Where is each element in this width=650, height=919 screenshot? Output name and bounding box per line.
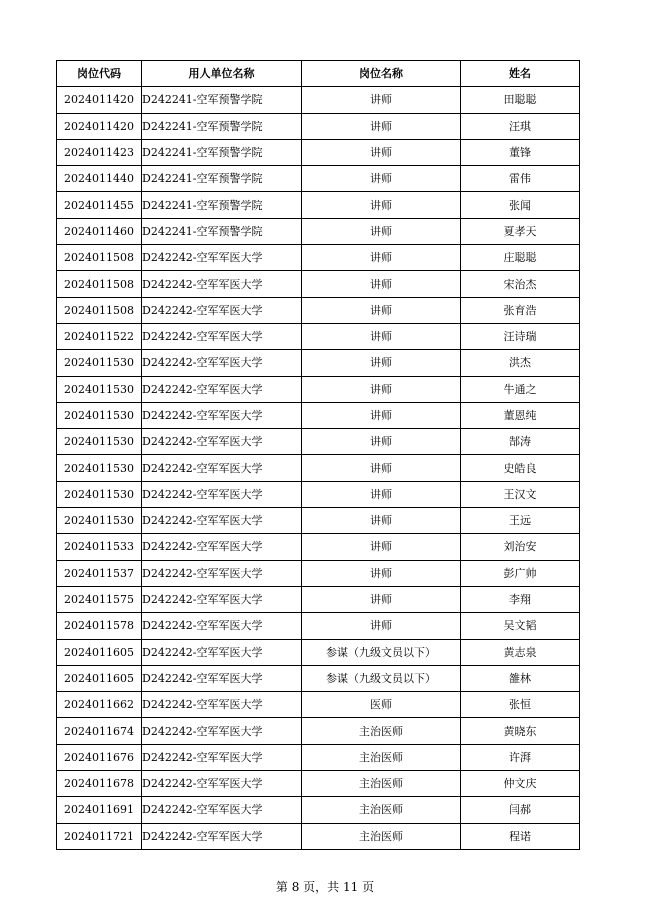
cell-post-name: 讲师	[302, 402, 461, 428]
cell-post-code: 2024011605	[57, 639, 142, 665]
cell-employer-name: D242241-空军预警学院	[142, 166, 302, 192]
table-row	[57, 613, 580, 639]
cell-post-name: 讲师	[302, 166, 461, 192]
cell-person-name: 许湃	[461, 744, 580, 770]
table-row	[57, 297, 580, 323]
table-row	[57, 192, 580, 218]
cell-person-name: 闫郝	[461, 797, 580, 823]
cell-employer-name: D242242-空军军医大学	[142, 692, 302, 718]
cell-post-name: 讲师	[302, 271, 461, 297]
cell-post-name: 讲师	[302, 429, 461, 455]
table-row	[57, 271, 580, 297]
cell-post-name: 讲师	[302, 139, 461, 165]
table-row	[57, 639, 580, 665]
table-row	[57, 429, 580, 455]
table-row	[57, 166, 580, 192]
cell-employer-name: D242242-空军军医大学	[142, 402, 302, 428]
cell-post-name: 讲师	[302, 297, 461, 323]
cell-post-name: 讲师	[302, 350, 461, 376]
table-row	[57, 534, 580, 560]
cell-person-name: 董锋	[461, 139, 580, 165]
cell-post-name: 讲师	[302, 376, 461, 402]
cell-post-name: 参谋（九级文员以下）	[302, 639, 461, 665]
cell-employer-name: D242241-空军预警学院	[142, 192, 302, 218]
cell-post-name: 主治医师	[302, 797, 461, 823]
cell-post-code: 2024011530	[57, 376, 142, 402]
table-row	[57, 455, 580, 481]
cell-post-name: 讲师	[302, 508, 461, 534]
cell-person-name: 董恩纯	[461, 402, 580, 428]
cell-post-name: 讲师	[302, 87, 461, 113]
table-row	[57, 113, 580, 139]
cell-post-code: 2024011530	[57, 508, 142, 534]
cell-person-name: 黄晓东	[461, 718, 580, 744]
cell-employer-name: D242242-空军军医大学	[142, 718, 302, 744]
cell-employer-name: D242242-空军军医大学	[142, 771, 302, 797]
cell-employer-name: D242242-空军军医大学	[142, 508, 302, 534]
header-post-code: 岗位代码	[57, 61, 142, 87]
cell-post-code: 2024011537	[57, 560, 142, 586]
table-row	[57, 665, 580, 691]
table-row	[57, 323, 580, 349]
cell-post-code: 2024011522	[57, 323, 142, 349]
cell-post-name: 讲师	[302, 534, 461, 560]
header-employer-name: 用人单位名称	[142, 61, 302, 87]
cell-employer-name: D242242-空军军医大学	[142, 665, 302, 691]
cell-employer-name: D242242-空军军医大学	[142, 481, 302, 507]
cell-person-name: 田聪聪	[461, 87, 580, 113]
cell-post-code: 2024011460	[57, 218, 142, 244]
header-post-name: 岗位名称	[302, 61, 461, 87]
cell-employer-name: D242242-空军军医大学	[142, 350, 302, 376]
cell-person-name: 庄聪聪	[461, 245, 580, 271]
cell-post-code: 2024011420	[57, 113, 142, 139]
cell-employer-name: D242242-空军军医大学	[142, 245, 302, 271]
cell-post-code: 2024011423	[57, 139, 142, 165]
cell-person-name: 洪杰	[461, 350, 580, 376]
cell-person-name: 史皓良	[461, 455, 580, 481]
cell-employer-name: D242241-空军预警学院	[142, 139, 302, 165]
cell-employer-name: D242242-空军军医大学	[142, 586, 302, 612]
cell-person-name: 宋治杰	[461, 271, 580, 297]
table-row	[57, 245, 580, 271]
table-row	[57, 139, 580, 165]
cell-person-name: 汪诗瑞	[461, 323, 580, 349]
cell-person-name: 刘治安	[461, 534, 580, 560]
cell-employer-name: D242242-空军军医大学	[142, 297, 302, 323]
cell-post-name: 讲师	[302, 323, 461, 349]
cell-post-name: 参谋（九级文员以下）	[302, 665, 461, 691]
cell-post-code: 2024011605	[57, 665, 142, 691]
roster-table	[56, 60, 580, 850]
cell-post-code: 2024011508	[57, 297, 142, 323]
cell-post-name: 医师	[302, 692, 461, 718]
cell-person-name: 牛通之	[461, 376, 580, 402]
cell-employer-name: D242242-空军军医大学	[142, 534, 302, 560]
table-row	[57, 797, 580, 823]
cell-employer-name: D242242-空军军医大学	[142, 455, 302, 481]
cell-person-name: 张闻	[461, 192, 580, 218]
cell-person-name: 雒林	[461, 665, 580, 691]
cell-person-name: 仲文庆	[461, 771, 580, 797]
table-row	[57, 823, 580, 849]
cell-person-name: 郜涛	[461, 429, 580, 455]
cell-employer-name: D242242-空军军医大学	[142, 797, 302, 823]
cell-person-name: 彭广帅	[461, 560, 580, 586]
cell-post-code: 2024011530	[57, 402, 142, 428]
table-row	[57, 744, 580, 770]
table-row	[57, 771, 580, 797]
cell-post-code: 2024011721	[57, 823, 142, 849]
cell-person-name: 张恒	[461, 692, 580, 718]
cell-post-code: 2024011508	[57, 271, 142, 297]
cell-person-name: 黄志泉	[461, 639, 580, 665]
cell-employer-name: D242242-空军军医大学	[142, 376, 302, 402]
cell-post-code: 2024011530	[57, 350, 142, 376]
table-row	[57, 402, 580, 428]
cell-post-code: 2024011678	[57, 771, 142, 797]
cell-post-name: 主治医师	[302, 771, 461, 797]
cell-post-code: 2024011530	[57, 429, 142, 455]
cell-employer-name: D242241-空军预警学院	[142, 87, 302, 113]
cell-employer-name: D242242-空军军医大学	[142, 323, 302, 349]
table-row	[57, 376, 580, 402]
cell-post-code: 2024011578	[57, 613, 142, 639]
cell-employer-name: D242242-空军军医大学	[142, 560, 302, 586]
cell-post-name: 讲师	[302, 113, 461, 139]
cell-post-code: 2024011420	[57, 87, 142, 113]
page-footer: 第 8 页，共 11 页	[275, 880, 375, 894]
cell-post-name: 讲师	[302, 245, 461, 271]
header-person-name: 姓名	[461, 61, 580, 87]
cell-post-name: 讲师	[302, 560, 461, 586]
cell-post-name: 讲师	[302, 586, 461, 612]
cell-post-name: 讲师	[302, 481, 461, 507]
cell-employer-name: D242242-空军军医大学	[142, 429, 302, 455]
cell-person-name: 雷伟	[461, 166, 580, 192]
table-row	[57, 350, 580, 376]
cell-post-name: 讲师	[302, 613, 461, 639]
cell-person-name: 汪琪	[461, 113, 580, 139]
cell-post-code: 2024011508	[57, 245, 142, 271]
cell-post-code: 2024011575	[57, 586, 142, 612]
cell-person-name: 夏孝天	[461, 218, 580, 244]
cell-person-name: 吴文韬	[461, 613, 580, 639]
cell-post-code: 2024011676	[57, 744, 142, 770]
cell-employer-name: D242242-空军军医大学	[142, 613, 302, 639]
cell-post-code: 2024011662	[57, 692, 142, 718]
table-row	[57, 692, 580, 718]
cell-employer-name: D242242-空军军医大学	[142, 744, 302, 770]
cell-post-name: 讲师	[302, 218, 461, 244]
cell-person-name: 程诺	[461, 823, 580, 849]
table-row	[57, 586, 580, 612]
header-row	[57, 61, 580, 87]
cell-employer-name: D242242-空军军医大学	[142, 271, 302, 297]
cell-post-code: 2024011440	[57, 166, 142, 192]
cell-post-code: 2024011530	[57, 481, 142, 507]
table-row	[57, 481, 580, 507]
cell-employer-name: D242242-空军军医大学	[142, 823, 302, 849]
table-row	[57, 718, 580, 744]
cell-post-name: 主治医师	[302, 744, 461, 770]
cell-post-code: 2024011674	[57, 718, 142, 744]
table-row	[57, 218, 580, 244]
cell-employer-name: D242241-空军预警学院	[142, 113, 302, 139]
table-row	[57, 508, 580, 534]
cell-post-code: 2024011530	[57, 455, 142, 481]
cell-employer-name: D242242-空军军医大学	[142, 639, 302, 665]
cell-post-code: 2024011455	[57, 192, 142, 218]
table-row	[57, 560, 580, 586]
cell-post-name: 讲师	[302, 192, 461, 218]
table-body	[57, 87, 580, 850]
cell-post-name: 主治医师	[302, 718, 461, 744]
table-row	[57, 87, 580, 113]
cell-post-code: 2024011691	[57, 797, 142, 823]
cell-post-name: 讲师	[302, 455, 461, 481]
cell-person-name: 王远	[461, 508, 580, 534]
cell-person-name: 王汉文	[461, 481, 580, 507]
cell-person-name: 李翔	[461, 586, 580, 612]
cell-person-name: 张育浩	[461, 297, 580, 323]
cell-post-code: 2024011533	[57, 534, 142, 560]
cell-post-name: 主治医师	[302, 823, 461, 849]
cell-employer-name: D242241-空军预警学院	[142, 218, 302, 244]
table-header	[57, 61, 580, 87]
